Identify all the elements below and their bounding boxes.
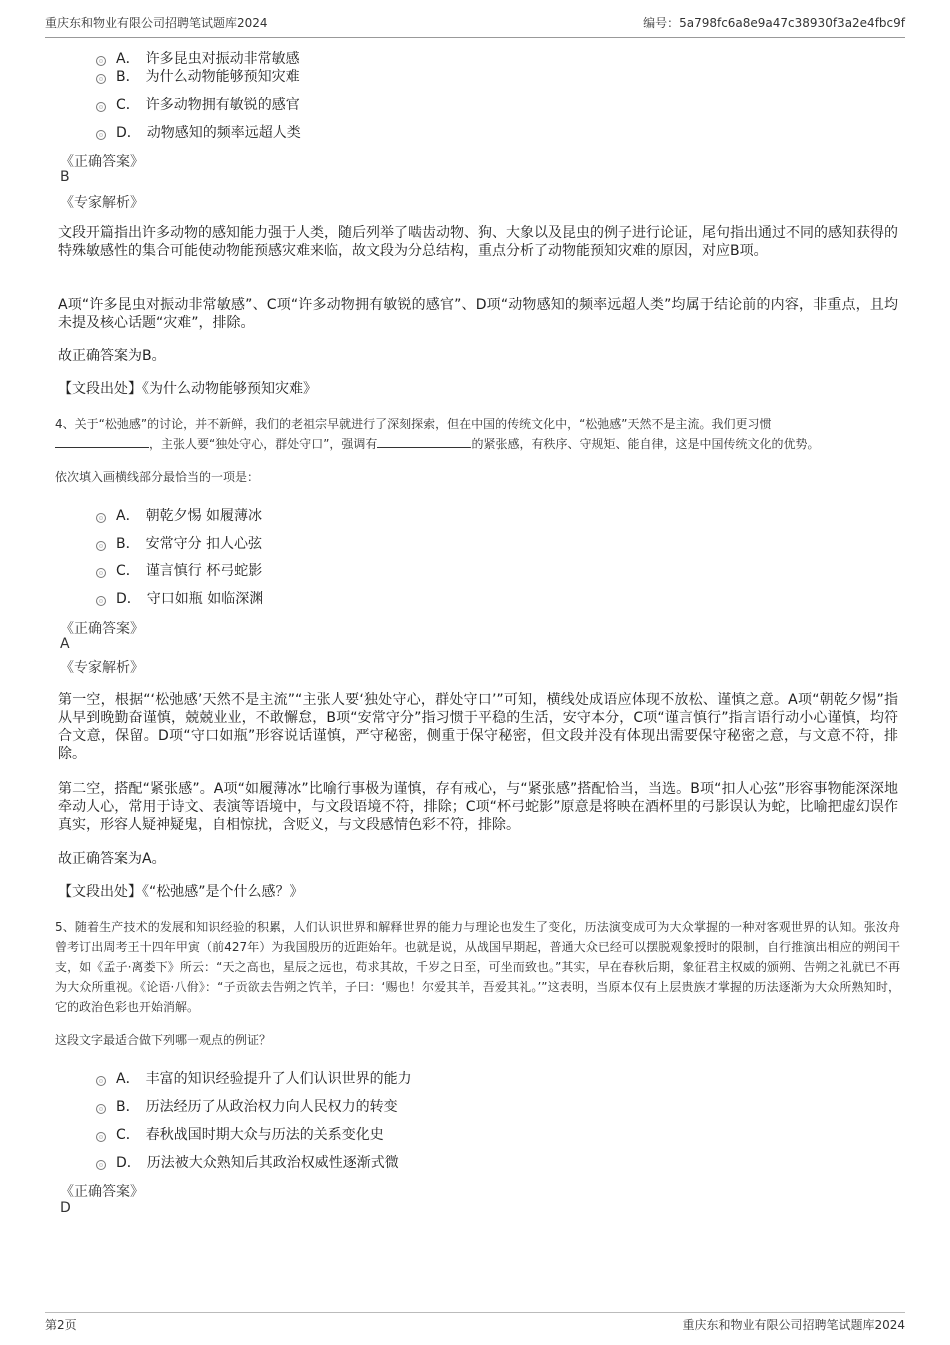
page-header — [45, 14, 905, 38]
footer-page-number: 第2页 — [45, 1318, 77, 1332]
q4-option-a[interactable]: A． 朝乾夕惕 如履薄冰 — [96, 505, 262, 525]
radio-icon[interactable] — [96, 1132, 106, 1142]
q3-option-a[interactable]: A． 许多昆虫对振动非常敏感 — [96, 48, 300, 68]
q5-option-c[interactable]: C． 春秋战国时期大众与历法的关系变化史 — [96, 1124, 384, 1144]
header-title: 重庆东和物业有限公司招聘笔试题库2024 — [45, 16, 268, 30]
q3-answer-label: 《正确答案》 — [60, 154, 144, 170]
radio-icon[interactable] — [96, 513, 106, 523]
q4-blank-1 — [55, 436, 149, 448]
page-footer — [45, 1312, 905, 1333]
radio-icon[interactable] — [96, 74, 106, 84]
radio-icon[interactable] — [96, 1104, 106, 1114]
radio-icon[interactable] — [96, 1076, 106, 1086]
radio-icon[interactable] — [96, 102, 106, 112]
q4-analysis-p2: 第二空，搭配“紧张感”。A项“如履薄冰”比喻行事极为谨慎，存有戒心，与“紧张感”搭配恰当，当选。B项“扣人心弦”形容事物能深深地牵动人心，常用于诗文、表演等语境中，与文段语境不符，排除；C项“杯弓蛇影”原意是将映在酒杯里的弓影误认为蛇，比喻把虚幻误作真实，形容人疑神疑鬼，自相惊扰，含贬义，与文段感情色彩不符，排除。 — [58, 781, 898, 833]
q4-blank-2 — [377, 436, 471, 448]
q3-analysis-p2: A项“许多昆虫对振动非常敏感”、C项“许多动物拥有敏锐的感官”、D项“动物感知的频率远超人类”均属于结论前的内容，非重点，且均未提及核心话题“灾难”，排除。 — [58, 297, 898, 331]
q4-answer-label: 《正确答案》 — [60, 621, 144, 637]
radio-icon[interactable] — [96, 1160, 106, 1170]
footer-title: 重庆东和物业有限公司招聘笔试题库2024 — [682, 1318, 905, 1332]
q4-option-c[interactable]: C． 谨言慎行 杯弓蛇影 — [96, 560, 262, 580]
q4-prompt: 依次填入画横线部分最恰当的一项是： — [55, 470, 260, 484]
q5-option-a[interactable]: A． 丰富的知识经验提升了人们认识世界的能力 — [96, 1068, 412, 1088]
radio-icon[interactable] — [96, 568, 106, 578]
radio-icon[interactable] — [96, 541, 106, 551]
q5-answer-value: D — [60, 1200, 71, 1216]
q4-analysis-p3: 故正确答案为A。 — [58, 851, 166, 867]
q5-option-b[interactable]: B． 历法经历了从政治权力向人民权力的转变 — [96, 1096, 398, 1116]
radio-icon[interactable] — [96, 130, 106, 140]
q4-option-d[interactable]: D． 守口如瓶 如临深渊 — [96, 588, 263, 608]
q5-stem: 5、随着生产技术的发展和知识经验的积累，人们认识世界和解释世界的能力与理论也发生了变化，历法演变成可为大众掌握的一种对客观世界的认知。张汝舟曾考订出周考王十四年甲寅（前427年）为我国殷历的近距始年。也就是说，从战国早期起，普通大众已经可以摆脱观象授时的限制，自行推演出相应的朔闰干支，如《孟子·离娄下》所云：“天之高也，星辰之远也，苟求其故，千岁之日至，可坐而致也。”其实，早在春秋后期，象征君主权威的颁朔、告朔之礼就已不再为大众所重视。《论语·八佾》：“子贡欲去告朔之饩羊，子曰：‘赐也！尔爱其羊，吾爱其礼。’”这表明，当原本仅有上层贵族才掌握的历法逐渐为大众所熟知时，它的政治色彩也开始消解。 — [55, 920, 900, 1014]
q5-answer-label: 《正确答案》 — [60, 1184, 144, 1200]
q3-analysis-label: 《专家解析》 — [60, 195, 144, 211]
q4-stem: 4、关于“松弛感”的讨论，并不新鲜，我们的老祖宗早就进行了深刻探索，但在中国的传统文化中，“松弛感”天然不是主流。我们更习惯 ，主张人要“独处守心，群处守口”，强调有 的紧张感，有秩序、守规矩、能自律，这是中国传统文化的优势。 — [55, 417, 820, 451]
q4-answer-value: A — [60, 636, 70, 652]
header-doc-id: 编号：5a798fc6a8e9a47c38930f3a2e4fbc9f — [643, 16, 905, 30]
q3-option-d[interactable]: D． 动物感知的频率远超人类 — [96, 122, 301, 142]
q4-analysis-p1: 第一空，根据“‘松弛感’天然不是主流”“主张人要‘独处守心，群处守口’”可知，横线处成语应体现不放松、谨慎之意。A项“朝乾夕惕”指从早到晚勤奋谨慎，兢兢业业，不敢懈怠，B项“安常守分”指习惯于平稳的生活，安守本分，C项“谨言慎行”指言语行动小心谨慎，均符合文意，保留。D项“守口如瓶”形容说话谨慎，严守秘密，侧重于保守秘密，但文段并没有体现出需要保守秘密之意，与文意不符，排除。 — [58, 692, 898, 762]
q4-source: 【文段出处】《“松弛感”是个什么感？》 — [58, 884, 304, 900]
radio-icon[interactable] — [96, 596, 106, 606]
q4-analysis-label: 《专家解析》 — [60, 660, 144, 676]
q3-answer-value: B — [60, 169, 70, 185]
q3-analysis-p1: 文段开篇指出许多动物的感知能力强于人类，随后列举了啮齿动物、狗、大象以及昆虫的例子进行论证，尾句指出通过不同的感知获得的特殊敏感性的集合可能使动物能预感灾难来临，故文段为分总结构，重点分析了动物能预知灾难的原因，对应B项。 — [58, 225, 898, 259]
q3-option-b[interactable]: B． 为什么动物能够预知灾难 — [96, 66, 300, 86]
q5-prompt: 这段文字最适合做下列哪一观点的例证？ — [55, 1033, 272, 1047]
q3-analysis-p3: 故正确答案为B。 — [58, 348, 166, 364]
q5-option-d[interactable]: D． 历法被大众熟知后其政治权威性逐渐式微 — [96, 1152, 399, 1172]
radio-icon[interactable] — [96, 56, 106, 66]
q4-option-b[interactable]: B． 安常守分 扣人心弦 — [96, 533, 262, 553]
q3-option-c[interactable]: C． 许多动物拥有敏锐的感官 — [96, 94, 300, 114]
q3-source: 【文段出处】《为什么动物能够预知灾难》 — [58, 381, 317, 397]
